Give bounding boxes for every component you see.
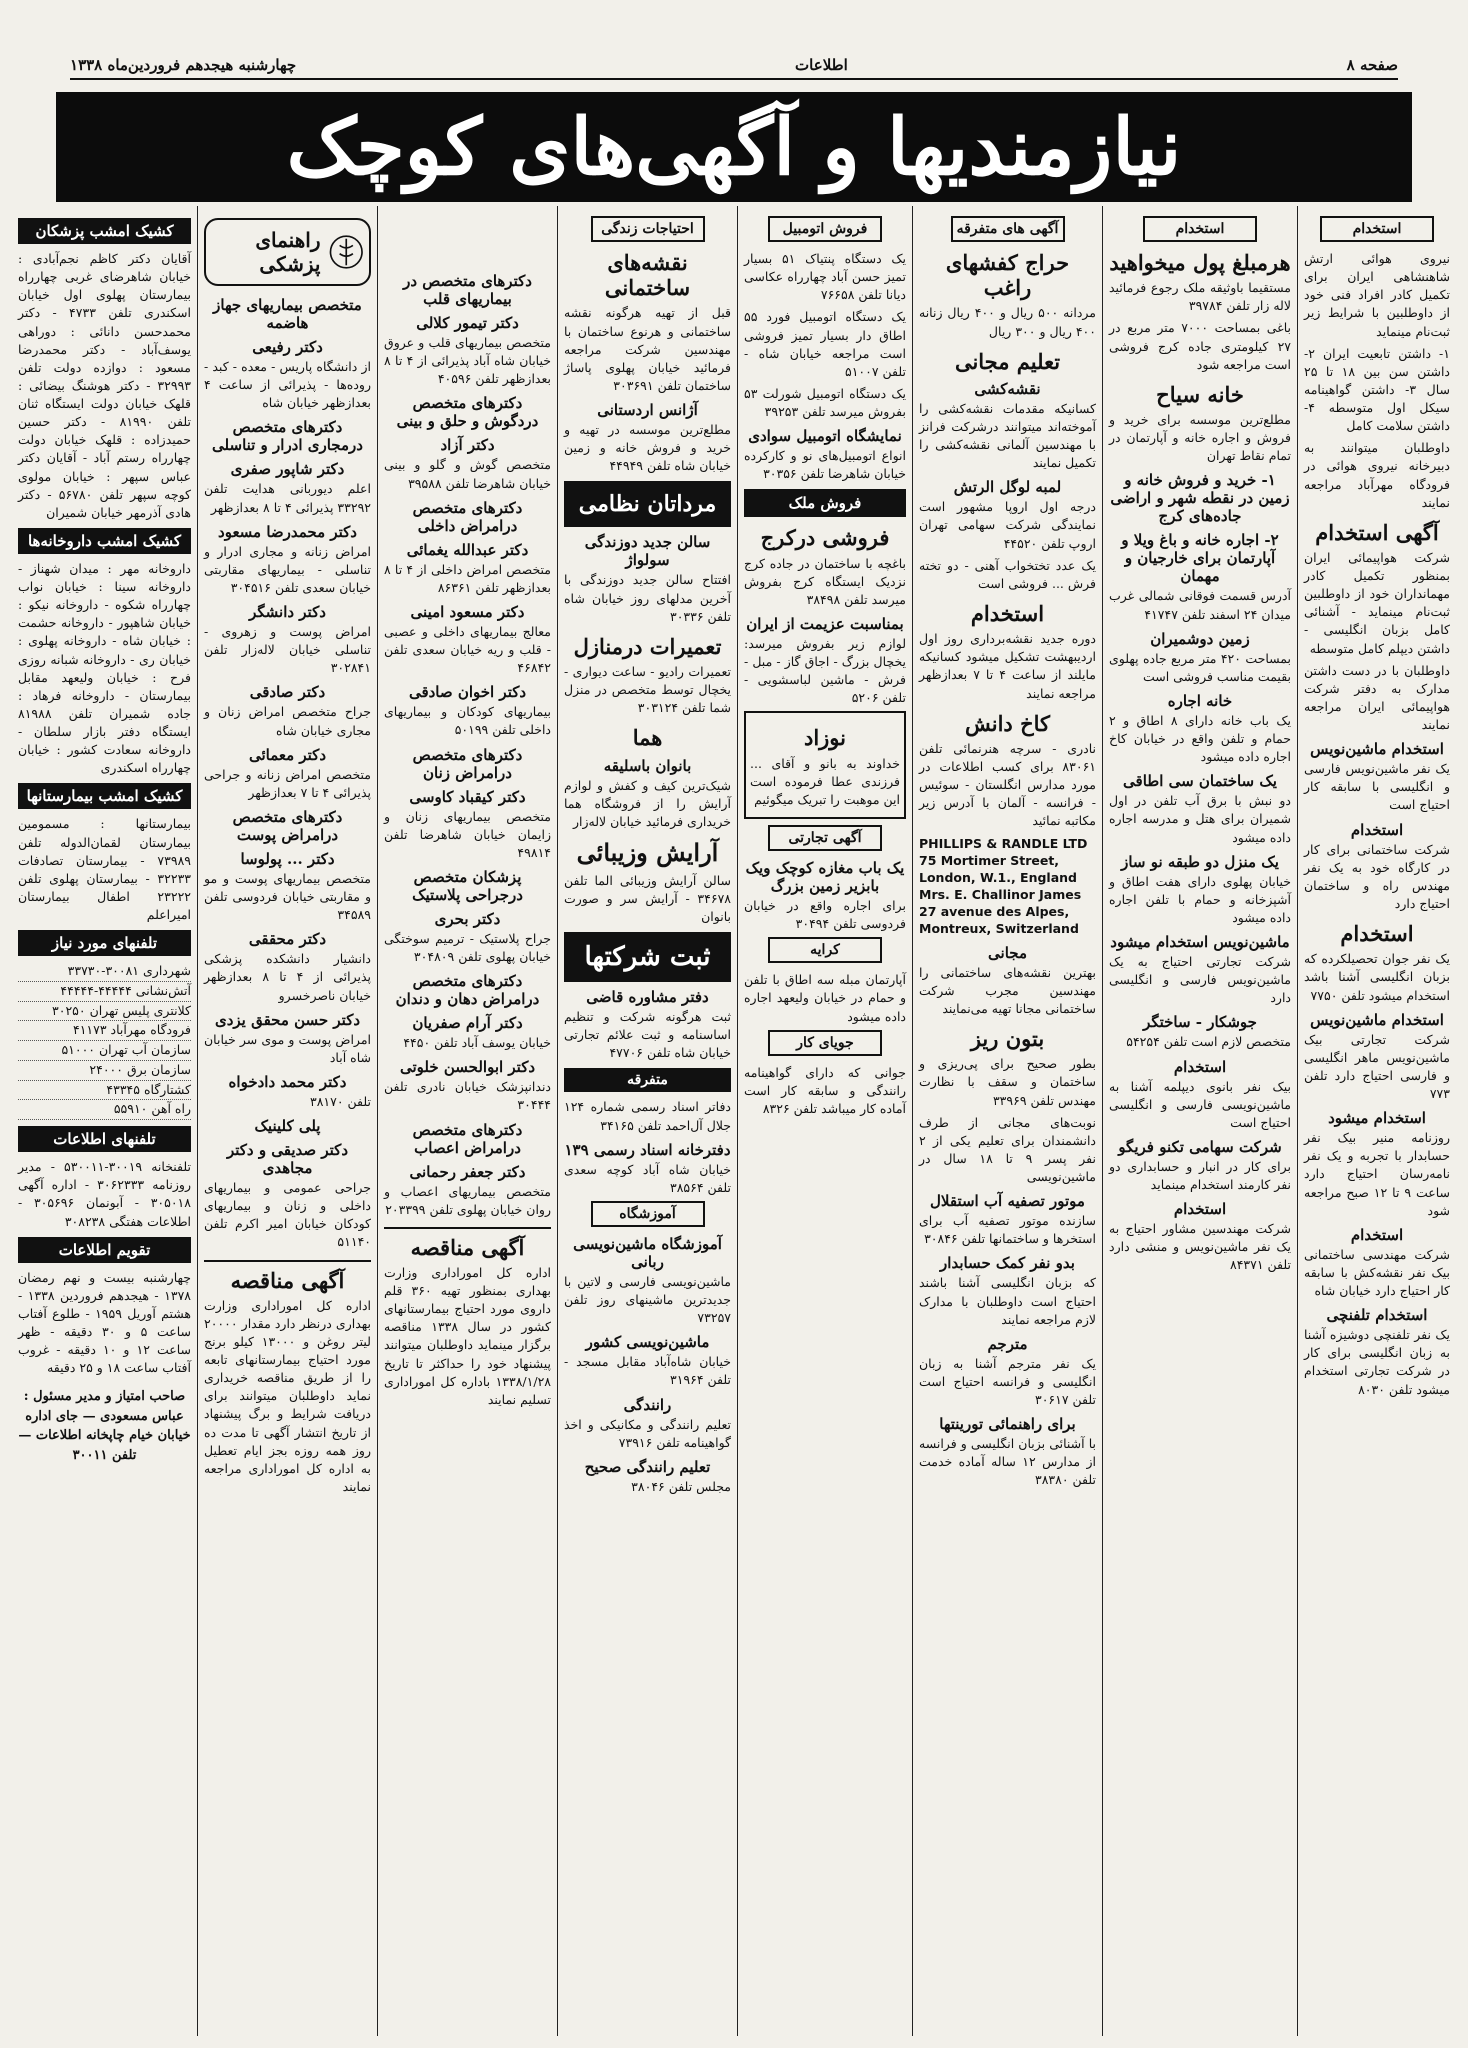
ad-text: نوبت‌های مجانی از طرف دانشمندان برای تعلیم یکی از ۲ نفر پسر ۹ تا ۱۸ سال در ماشین‌نویسی [919,1114,1096,1184]
ad-title: استخدام [1350,820,1404,839]
specialty-heading: دکترهای متخصص درمجاری ادرار و تناسلی [212,418,363,455]
ad-title: کاخ دانش [964,710,1051,736]
doctor-info: تلفن ۳۸۱۷۰ [309,1093,371,1109]
ad-text: ثبت هرگونه شرکت و تنظیم اساسنامه و ثبت علائم تجارتی خیابان شاه تلفن ۴۷۷۰۶ [564,1009,731,1061]
doctor-name: دکتر تیمور کلالی [416,314,519,332]
doctor-info: متخصص بیماریهای قلب و عروق خیابان شاه آباد پذیرائی از ۴ تا ۸ بعدازظهر تلفن ۴۰۵۹۶ [384,335,551,387]
ad-title: یک ساختمان سی اطاقی [1123,772,1277,791]
doctor-name: دکتر عبدالله یغمائی [406,540,529,559]
ad-title: فروشی درکرج [760,525,890,551]
doctor-name: دکتر اخوان صادقی [408,683,527,702]
doctor-name: دکتر محمدرضا مسعود [218,522,357,541]
ad-title: ۲- اجاره خانه و باغ ویلا و آپارتمان برای خارجیان و مهمان [1121,531,1279,586]
ad-title: استخدام [1173,1200,1227,1219]
on-call-pharmacies: داروخانه مهر : میدان شهناز - داروخانه سینا : خیابان نواب چهارراه شکوه - داروخانه نیکو : خیابان شاهپور - داروخانه حشمت : خیابان شاه - داروخانه پهلوی : خیابان ری - داروخانه شبانه روزی فرح : خیابان ولیعهد مقابل بیمارستان - داروخانه فرهاد : جاده شمیران تلفن ۸۱۹۸۸ ایستگاه دفتر بازار سلطان - داروخانه سعادت کشور : خیابان چهارراه اسکندری [18,560,191,776]
column-tag: احتیاجات زندگی [591,216,705,242]
ad-text: بمساحت ۴۲۰ متر مربع جاده پهلوی بقیمت مناسب فروشی است [1109,650,1291,684]
specialty-heading: دکترهای متخصص دردگوش و حلق و بینی [396,394,539,431]
ad-text: یک دستگاه پنتیاک ۵۱ بسیار تمیز حسن آباد چهارراه عکاسی دیانا تلفن ۷۶۶۵۸ [744,251,906,303]
ad-title: ماشین‌نویسی کشور [585,1333,710,1352]
ad-title: تعلیم رانندگی صحیح [584,1457,711,1476]
list-item: کشتارگاه ۴۳۳۴۵ [18,1081,191,1101]
column-services [557,206,737,2036]
ad-text: خداوند به بانو و آقای ... فرزندی عطا فرموده است این موهبت را تبریک میگوئیم [750,755,900,807]
ad-text: برای اجاره واقع در خیابان فردوسی تلفن ۳۰۴۹۴ [744,898,906,932]
doctor-info: جراح متخصص امراض زنان و مجاری خیابان شاه [204,704,371,738]
doctor-name: دکتر شاپور صفری [230,460,345,479]
doctor-info: امراض زنانه و مجاری ادرار و تناسلی - بیماریهای مقاربتی خیابان سعدی تلفن ۳۰۴۵۱۶ [204,543,371,595]
ad-text: سازنده موتور تصفیه آب برای استخرها و ساختمانها تلفن ۳۰۸۴۶ [919,1213,1096,1247]
ad-title: بتون ریز [970,1026,1045,1052]
doctor-name: دکتر صدیقی و دکتر مجاهدی [226,1141,349,1177]
announcement-box [744,711,906,819]
ad-title: لمبه لوگل الرتش [953,478,1062,497]
ad-text: بهترین نقشه‌های ساختمانی را مهندسین مجرب شرکت ساختمانی مجانا تهیه می‌نمایند [919,964,1096,1016]
section-heading: تقویم اطلاعات [18,1237,191,1263]
specialty-heading: متخصص بیماریهای جهاز هاضمه [213,296,362,332]
doctor-info: متخصص بیماریهای پوست و مو و مقاربتی خیابان فردوسی تلفن ۳۴۵۸۹ [204,870,371,923]
doctor-name: دکتر صادقی [249,683,326,702]
newspaper-name: اطلاعات [795,56,848,74]
ad-text: لوازم زیر بفروش میرسد: یخچال بزرگ - اجاق گاز - مبل - فرش - ماشین لباسشویی - تلفن ۵۲۰۶ [744,635,906,706]
column-tag: کرایه [768,937,882,963]
ad-title: سالن جدید دوزندگی سولواژ [584,533,711,570]
ad-title: تعمیرات درمنازل [573,633,722,659]
ad-text: نیروی هوائی ارتش شاهنشاهی ایران برای تکمیل کادر افراد فنی خود از داوطلبین با شرایط زیر ثبت‌نام مینماید [1304,251,1450,339]
column-doctors-2 [377,206,557,2036]
ad-title: نوزاد [803,725,847,751]
section-heading: تلفنهای مورد نیاز [18,930,191,956]
ad-text: شیک‌ترین کیف و کفش و لوازم آرایش را از فروشگاه هما خریداری فرمائید خیابان لاله‌زار [564,777,731,829]
ad-title: استخدام ماشین‌نویس [1310,740,1444,759]
ad-title: یک باب مغازه کوچک ویک بابزیر زمین بزرگ [745,859,905,895]
ad-text: باغی بمساحت ۷۰۰۰ متر مربع در ۲۷ کیلومتری جاده کرج فروشی است مراجعه شود [1109,320,1291,372]
doctor-name: دکتر محققی [248,930,327,949]
medical-guide-logo [204,218,371,286]
ad-text: سالن آرایش وزیبائی الما تلفن ۳۴۶۷۸ - آرایش سر و صورت بانوان [564,872,731,924]
specialty-heading: دکترهای متخصص درامراض داخلی [412,498,523,535]
publisher-signature: صاحب امتیاز و مدیر مسئول : عباس مسعودی — جای اداره خیابان خیام چاپخانه اطلاعات — تلفن ۳۰۰۱۱ [18,1389,191,1463]
column-tag: آگهی تجارتی [768,825,882,851]
issue-date: چهارشنبه هیجدهم فروردین‌ماه ۱۳۳۸ [70,56,297,74]
column-misc-ads [912,206,1102,2036]
doctor-info: امراض پوست و زهروی - تناسلی خیابان لاله‌زار تلفن ۳۰۲۸۴۱ [204,624,371,676]
ad-text: خیابان پهلوی دارای هفت اطاق و آشپزخانه و حمام با تلفن اجاره داده میشود [1109,873,1291,925]
ad-title: یک منزل دو طبقه نو ساز [1121,852,1279,871]
doctor-info: جراح پلاستیک - ترمیم سوختگی خیابان پهلوی تلفن ۳۰۴۸۰۹ [384,930,551,964]
ad-text: شرکت تجارتی بیک ماشین‌نویس ماهر انگلیسی و فارسی احتیاج دارد تلفن ۷۷۳ [1304,1031,1450,1101]
ad-title: نمایشگاه اتومبیل سوادی [748,427,902,446]
ad-text: انواع اتومبیل‌های نو و کارکرده خیابان شاهرضا تلفن ۳۰۳۵۶ [744,448,906,482]
doctor-name: دکتر حسن محقق یزدی [214,1010,361,1029]
doctor-info: دندانپزشک خیابان نادری تلفن ۳۰۴۴۴ [384,1079,551,1113]
doctor-info: متخصص بیماریهای زنان و زایمان خیابان شاهرضا تلفن ۴۹۸۱۴ [384,808,551,860]
doctor-info: معالج بیماریهای داخلی و عصبی - قلب و ریه خیابان سعدی تلفن ۴۶۸۴۲ [384,623,551,676]
column-tag: آموزشگاه [591,1201,705,1227]
list-item: آتش‌نشانی ۴۴۴۴۴-۴۴۴۴۴ [18,982,191,1002]
ad-text: افتتاح سالن جدید دوزندگی با آخرین مدلهای روز خیابان شاه تلفن ۳۰۳۳۶ [564,572,731,624]
ad-text: یک نفر تلفنچی دوشیزه آشنا به زبان انگلیسی برای کار در شرکت تجارتی استخدام میشود تلفن ۸۰۳۰ [1304,1327,1450,1397]
doctor-name: دکتر آرام صفریان [412,1014,523,1033]
column-doctors-1 [197,206,377,2036]
ad-text: یک باب خانه دارای ۸ اطاق و ۲ حمام و تلفن واقع در خیابان کاخ اجاره داده میشود [1109,712,1291,765]
ad-text: برای کار در انبار و حسابداری دو نفر کارمند استخدام مینماید [1109,1158,1291,1192]
ad-text: یک نفر ماشین‌نویس فارسی و انگلیسی با سابقه کار احتیاج است [1304,761,1450,813]
ad-title: بمناسبت عزیمت از ایران [746,614,904,633]
ad-title: بدو نفر کمک حسابدار [940,1254,1075,1273]
section-block: مرداتان نظامی [564,481,731,527]
ad-title: آگهی استخدام [1315,519,1439,545]
ad-text: کسانیکه مقدمات نقشه‌کشی را آموخته‌اند میتوانند درشرکت فرانز با مهندسین آلمانی نقشه‌کشی را تکمیل نمایند [919,400,1096,471]
ad-text: آدرس قسمت فوقانی شمالی غرب میدان ۲۴ اسفند تلفن ۴۱۷۴۷ [1109,588,1291,622]
ad-text: جوانی که دارای گواهینامه رانندگی و سابقه کار است آماده کار میباشد تلفن ۸۳۲۶ [744,1064,906,1116]
specialty-heading: دکترهای متخصص درامراض اعصاب [412,1120,523,1157]
column-real-estate [1102,206,1297,2036]
column-sales [737,206,912,2036]
ad-text: خیابان شاه آباد کوچه سعدی تلفن ۳۸۵۶۴ [564,1161,731,1195]
ad-text: روزنامه منیر بیک نفر حسابدار با تجربه و یک نفر نامه‌رسان احتیاج دارد ساعت ۹ تا ۱۲ صبح مراجعه شود [1304,1130,1450,1218]
column-employment [1297,206,1456,2036]
ad-title: مترجم [987,1334,1028,1353]
ad-title: زمین دوشمیران [1150,629,1250,648]
section-heading: کشیک امشب بیمارستانها [18,783,191,809]
ad-text: مطلع‌ترین موسسه در تهیه و خرید و فروش خانه و زمین خیابان شاه تلفن ۴۴۹۴۹ [564,422,731,474]
ad-title: هما [632,725,663,751]
doctor-name: دکتر آزاد [440,436,495,455]
ad-title: استخدام [970,600,1045,626]
ad-subtitle: بانوان باسلیقه [603,756,692,775]
tender-text: اداره کل اموراداری وزارت بهداری بمنظور تهیه ۳۶۰ قلم داروی مورد احتیاج بیمارستانهای کشور در سال ۱۳۳۸ مناقصه برگزار مینماید داوطلبان میتوانند پیشنهاد خود را حداکثر تا تاریخ ۱۳۳۸/۱/۲۸ باداره کل اموراداری تسلیم نمایند [384,1264,551,1407]
doctor-name: دکتر ابوالحسن خلوتی [399,1058,536,1077]
page-header [70,52,1398,80]
tender-text: اداره کل اموراداری وزارت بهداری درنظر دارد مقدار ۲۰۰۰۰ لیتر روغن و ۱۳۰۰۰ کیلو برنج مورد احتیاج بیمارستانهای تابعه را از طریق مناقصه خریداری نماید داوطلبان میتوانند برای دریافت شرایط و برگ پیشنهاد از تاریخ انتشار آگهی تا مدت ده روز همه روزه بجز ایام تعطیل به اداره کل اموراداری مراجعه نمایند [204,1297,371,1494]
section-block: فروش ملک [744,489,906,517]
ad-title: تعلیم مجانی [954,348,1061,374]
ad-text: مجلس تلفن ۳۸۰۴۶ [631,1478,731,1494]
column-tag: استخدام [1320,216,1434,242]
doctor-name: دکتر محمد دادخواه [228,1072,347,1091]
section-heading: تلفنهای اطلاعات [18,1126,191,1152]
ad-text: دفاتر اسناد رسمی شماره ۱۲۴ جلال آل‌احمد تلفن ۳۴۱۶۵ [564,1099,731,1133]
columns [12,206,1456,2036]
ad-subtitle: نقشه‌کشی [974,379,1041,398]
medical-guide-title: راهنمای پزشکی [255,228,321,276]
ad-text: یک نفر جوان تحصیلکرده که بزبان انگلیسی آشنا باشد استخدام میشود تلفن ۷۷۵۰ [1304,951,1450,1003]
doctor-info: امراض پوست و موی سر خیابان شاه آباد [204,1031,371,1065]
ad-text: مستقیما باوثیقه ملک رجوع فرمائید لاله زار تلفن ۳۹۷۸۴ [1109,280,1291,314]
ad-title: هرمبلغ پول میخواهید [1109,250,1291,275]
ad-title: جوشکار - ساختگر [1143,1013,1257,1032]
ad-title: خانه اجاره [1167,691,1233,710]
list-item: راه آهن ۵۵۹۱۰ [18,1100,191,1120]
doctor-info: دانشیار دانشکده پزشکی پذیرائی از ۴ تا ۸ بعدازظهر خیابان ناصرخسرو [204,951,371,1003]
doctor-info: متخصص بیماریهای اعصاب و روان خیابان پهلوی تلفن ۲۰۳۳۹۹ [384,1183,551,1217]
doctor-info: متخصص گوش و گلو و بینی خیابان شاهرضا تلفن ۳۹۵۸۸ [384,457,551,491]
ad-title: دفتر مشاوره قاضی [586,988,709,1007]
specialty-heading: دکترهای متخصص درامراض پوست [232,807,343,844]
doctor-name: دکتر مسعود امینی [410,602,525,621]
ad-text: شرکت تجارتی احتیاج به یک ماشین‌نویس فارسی و انگلیسی دارد [1109,954,1291,1006]
newspaper-phones: تلفنخانه ۳۰۰۱۹-۵۳۰۰۱۱ - مدیر روزنامه ۳۰۶۲۳۳۳ - اداره آگهی ۳۰۵۰۱۸ - آبونمان ۳۰۵۶۹۶ - اطلاعات هفتگی ۳۰۸۲۳۸ [18,1159,191,1229]
section-banner: نیازمندیها و آگهی‌های کوچک [56,92,1412,202]
doctor-name: دکتر جعفر رحمانی [409,1162,526,1181]
list-item: سازمان برق ۲۴۰۰۰ [18,1061,191,1081]
list-item: فرودگاه مهرآباد ۴۱۱۷۳ [18,1021,191,1041]
column-emergency [12,206,197,2036]
ad-text: با آشنائی بزبان انگلیسی و فرانسه از مدارس ۱۲ ساله آماده خدمت تلفن ۳۸۳۸۰ [919,1436,1096,1488]
on-call-hospitals: بیمارستانها : مسمومین بیمارستان لقمان‌الدوله تلفن ۷۳۹۸۹ - بیمارستان تصادفات ۳۲۲۳۳ - بیمارستان پهلوی تلفن ۲۳۲۲۲ اطفال بیمارستان امیراعلم [18,816,191,922]
ad-text: شرکت ساختمانی برای کار در کارگاه خود به یک نفر مهندس راه و ساختمان احتیاج دارد [1304,841,1450,911]
ad-title: مجانی [988,943,1027,962]
tender-heading: آگهی مناقصه [204,1260,371,1293]
ad-title: استخدام تلفنچی [1326,1306,1428,1325]
ad-title: استخدام [1173,1057,1227,1076]
ad-text: بیک نفر بانوی دیپلمه آشنا به ماشین‌نویسی فارسی و انگلیسی احتیاج است [1109,1078,1291,1130]
foreign-address: PHILLIPS & RANDLE LTD 75 Mortimer Street, London, W.1., England Mrs. E. Challinor James 27 avenue des Alpes, Montreux, Switzerland [919,836,1088,936]
ad-title: آژانس اردستانی [597,401,698,419]
on-call-doctors: آقایان دکتر کاظم نجم‌آبادی : خیابان شاهرضای غربی چهارراه بیمارستان پهلوی اول خیابان اسکندری تلفن ۴۷۳۳ - دکتر محمدحسن دانائی : دوراهی یوسف‌آباد - دکتر محمدرضا مسعود : دوازده دولت تلفن ۳۲۹۹۳ - دکتر هوشنگ بیضائی : قلهک خیابان دولت ایستگاه ثنان تلفن ۸۱۹۹۰ - دکتر حسین حمیدزاده : قلهک خیابان دولت چهارراه رستم آباد - آقایان دکتر عباس سپهر : خیابان مولوی کوچه سپهر تلفن ۵۶۷۸۰ - دکتر هادی آذرمهر خیابان شمیران [18,251,191,520]
ad-text: تعلیم رانندگی و مکانیکی و اخذ گواهینامه تلفن ۷۳۹۱۶ [564,1416,731,1450]
column-tag: جویای کار [768,1030,882,1056]
ad-text: که بزبان انگلیسی آشنا باشند احتیاج است داوطلبان با مدارک لازم مراجعه نمایند [919,1275,1096,1327]
doctor-info: اعلم دیوربانی هدایت تلفن ۳۳۲۹۲ پذیرائی ۴ تا ۸ بعدازظهر [204,481,371,515]
ad-title: موتور تصفیه آب استقلال [930,1192,1085,1211]
page-number: صفحه ۸ [1346,56,1398,74]
ad-text: قبل از تهیه هرگونه نقشه ساختمانی و هرنوع ساختمان با مهندسین شرکت مراجعه فرمائید خیابان پهلوی پاساژ ساختمان تلفن ۳۰۳۶۹۱ [564,305,731,393]
specialty-heading: دکترهای متخصص درامراض زنان [412,745,523,782]
ad-text: داوطلبان میتوانند به دبیرخانه نیروی هوائی در فرودگاه مهرآباد مراجعه نمایند [1304,440,1450,510]
specialty-heading: دکترهای متخصص در بیماریهای قلب [403,272,532,308]
ad-text: مطلع‌ترین موسسه برای خرید و فروش و اجاره خانه و آپارتمان در تمام نقاط تهران [1109,412,1291,464]
column-tag: استخدام [1143,216,1257,242]
list-item: سازمان آب تهران ۵۱۰۰۰ [18,1041,191,1061]
ad-title: رانندگی [623,1395,672,1414]
calendar-text: چهارشنبه بیست و نهم رمضان ۱۳۷۸ - هیجدهم فروردین ۱۳۳۸ - هشتم آوریل ۱۹۵۹ - طلوع آفتاب ساعت ۵ و ۳۰ دقیقه - ظهر ساعت ۱۲ و ۱۰ دقیقه - غروب آفتاب ساعت ۱۸ و ۲۵ دقیقه [18,1269,192,1376]
ad-text: شرکت هواپیمائی ایران بمنظور تکمیل کادر مهمانداران خود از داوطلبین ثبت‌نام مینماید - آشنائی کامل بزبان انگلیسی - داشتن دیپلم کامل متوسطه [1304,549,1450,656]
column-tag: آگهی های متفرقه [951,216,1065,242]
ad-text: باغچه با ساختمان در جاده کرج نزدیک ایستگاه کرج بفروش میرسد تلفن ۳۸۴۹۸ [744,555,906,607]
ad-text: دوره جدید نقشه‌برداری روز اول اردیبهشت تشکیل میشود کسانیکه مایلند از ساعت ۴ تا ۷ بعدازظهر مراجعه نمایند [919,631,1096,701]
doctor-info: خیابان یوسف آباد تلفن ۴۴۵۰ [403,1035,551,1051]
ad-title: حراج کفشهای راغب [945,250,1070,301]
ad-text: متخصص لازم است تلفن ۵۴۲۵۴ [1126,1034,1291,1050]
tender-heading: آگهی مناقصه [384,1227,551,1260]
specialty-heading: دکترهای متخصص درامراض دهان و دندان [395,972,540,1009]
ad-text: درجه اول اروپا مشهور است نمایندگی شرکت سهامی تهران اروپ تلفن ۴۴۵۲۰ [919,499,1096,551]
caduceus-icon [328,230,365,274]
specialty-heading: پلی کلینیک [254,1117,321,1135]
ad-text: یک عدد تختخواب آهنی - دو تخته فرش ... فروشی است [919,557,1096,591]
ad-text: آپارتمان مبله سه اطاق با تلفن و حمام در خیابان ولیعهد اجاره داده میشود [744,972,906,1024]
ad-text: شرکت مهندسین مشاور احتیاج به یک نفر ماشین‌نویس و منشی دارد تلفن ۸۴۳۷۱ [1109,1221,1291,1273]
section-block: متفرقه [564,1068,731,1092]
ad-title: استخدام [1350,1225,1404,1244]
doctor-name: دکتر ... پولوسا [240,849,335,868]
list-item: کلانتری پلیس تهران ۳۰۲۵۰ [18,1002,191,1022]
ad-text: مردانه ۵۰۰ ریال و ۴۰۰ ریال زنانه ۴۰۰ ریال و ۳۰۰ ریال [919,305,1096,339]
ad-title: شرکت سهامی تکنو فریگو [1118,1137,1282,1156]
doctor-info: متخصص امراض داخلی از ۴ تا ۸ بعدازظهر تلفن ۸۶۳۶۱ [384,561,551,595]
specialty-heading: پزشکان متخصص درجراحی پلاستیک [412,867,523,904]
doctor-name: دکتر کیقباد کاوسی [409,787,526,806]
doctor-info: متخصص امراض زنانه و جراحی پذیرائی ۴ تا ۷ بعدازظهر [204,766,371,800]
ad-title: استخدام میشود [1328,1109,1426,1128]
ad-title: نقشه‌های ساختمانی [604,250,691,301]
list-item: شهرداری ۳۰۰۸۱-۳۳۷۳۰ [18,962,191,982]
ad-text: تعمیرات رادیو - ساعت دیواری - یخچال توسط متخصص در منزل شما تلفن ۳۰۳۱۲۴ [564,663,731,716]
section-heading: کشیک امشب داروخانه‌ها [18,528,191,554]
ad-text: داوطلبان با در دست داشتن مدارک به دفتر شرکت هواپیمائی ایران مراجعه نمایند [1304,662,1450,733]
doctor-name: دکتر دانشگر [249,603,326,621]
ad-text: ۱- داشتن تابعیت ایران ۲- داشتن سن بین ۱۸ تا ۲۵ سال ۳- داشتن گواهینامه سیکل اول متوسطه ۴- داشتن سلامت کامل [1304,345,1450,434]
ad-title: ۱- خرید و فروش خانه و زمین در نقطه شهر و اراضی جاده‌های کرج [1110,471,1290,526]
ad-title: برای راهنمائی تورینتها [939,1415,1076,1434]
doctor-info: جراحی عمومی و بیماریهای داخلی و زنان و بیماریهای کودکان خیابان امیر اکرم تلفن ۵۱۱۴۰ [204,1180,371,1250]
section-block: ثبت شرکتها [564,932,731,982]
ad-title: ماشین‌نویس استخدام میشود [1110,933,1290,951]
ad-title: آرایش وزیبائی [576,837,719,867]
ad-text: یک دستگاه اتومبیل فورد ۵۵ اطاق دار بسیار تمیز فروشی است مراجعه خیابان شاه - تلفن ۵۱۰۰۷ [744,309,906,379]
ad-title: دفترخانه اسناد رسمی ۱۳۹ [564,1140,731,1159]
section-heading: کشیک امشب پزشکان [18,218,191,244]
ad-text: نادری - سرچه هنرنمائی تلفن ۸۳۰۶۱ برای کسب اطلاعات در مورد مدارس انگلستان - سوئیس - فرانسه - آلمان با آدرس زیر مکاتبه نمائید [919,740,1096,829]
ad-title: استخدام ماشین‌نویس [1310,1010,1444,1029]
ad-text: یک دستگاه اتومبیل شورلت ۵۳ بفروش میرسد تلفن ۳۹۲۵۳ [744,385,906,419]
phone-list [18,962,191,1120]
doctor-info: از دانشگاه پاریس - معده - کبد - روده‌ها - پذیرائی از ساعت ۴ بعدازظهر خیابان شاه [204,359,371,411]
column-tag: فروش اتومبیل [768,216,882,242]
doctor-name: دکتر معمائی [248,745,327,764]
ad-title: خانه سیاح [1156,381,1244,407]
ad-text: خیابان شاه‌آباد مقابل مسجد - تلفن ۳۱۹۶۴ [564,1354,731,1388]
doctor-info: بیماریهای کودکان و بیماریهای داخلی تلفن ۵۰۱۹۹ [384,704,551,738]
ad-text: یک نفر مترجم آشنا به زبان انگلیسی و فرانسه احتیاج است تلفن ۳۰۶۱۷ [919,1355,1096,1407]
ad-text: شرکت مهندسی ساختمانی بیک نفر نقشه‌کش با سابقه کار احتیاج دارد خیابان شاه [1304,1246,1450,1298]
ad-text: دو نبش با برق آب تلفن در اول شمیران برای هتل و مدرسه اجاره داده میشود [1109,793,1291,845]
ad-text: ماشین‌نویسی فارسی و لاتین با جدیدترین ماشینهای روز تلفن ۷۳۲۵۷ [564,1273,731,1326]
ad-text: بطور صحیح برای پی‌ریزی و ساختمان و سقف با نظارت مهندس تلفن ۳۳۹۶۹ [919,1056,1096,1108]
doctor-name: دکتر رفیعی [252,338,323,356]
ad-title: آموزشگاه ماشین‌نویسی ربانی [573,1234,722,1271]
doctor-name: دکتر بحری [434,909,501,928]
ad-title: استخدام [1340,921,1414,947]
